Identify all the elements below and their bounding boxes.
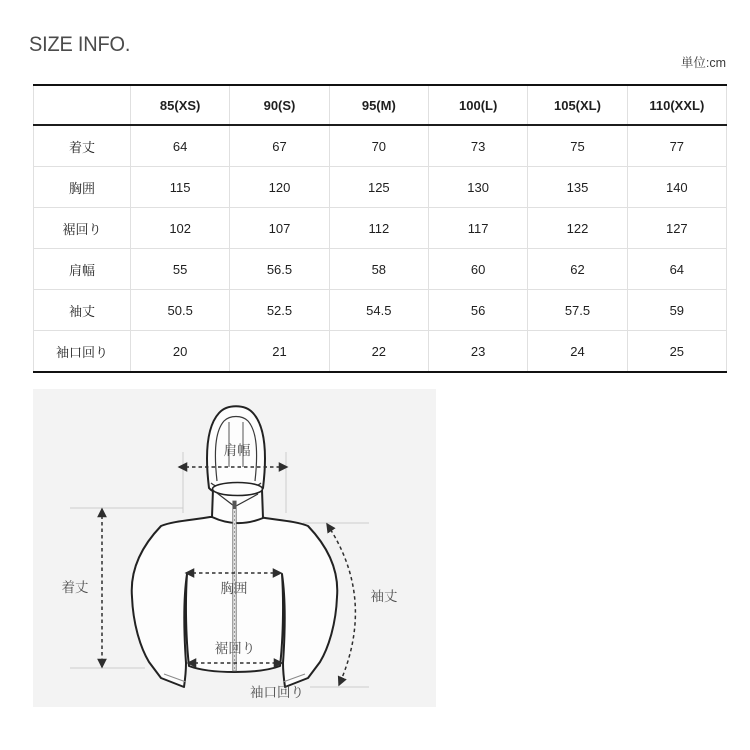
- size-table: [33, 84, 727, 373]
- measurement-cell: 52.5: [230, 290, 329, 331]
- row-label: 袖口回り: [34, 331, 131, 373]
- unit-label: 単位:cm: [680, 56, 726, 70]
- measurement-cell: 135: [528, 167, 627, 208]
- measurement-cell: 58: [329, 249, 428, 290]
- measurement-cell: 56.5: [230, 249, 329, 290]
- row-label: 肩幅: [34, 249, 131, 290]
- measurement-cell: 130: [428, 167, 527, 208]
- measurement-cell: 125: [329, 167, 428, 208]
- measurement-cell: 77: [627, 125, 726, 167]
- size-column-header: 105(XL): [528, 85, 627, 125]
- table-corner-cell: [34, 85, 131, 125]
- measurement-cell: 23: [428, 331, 527, 373]
- measurement-cell: 56: [428, 290, 527, 331]
- measurement-cell: 75: [528, 125, 627, 167]
- table-row-hem: [34, 208, 727, 249]
- size-table-header-row: [34, 85, 727, 125]
- measurement-cell: 55: [131, 249, 230, 290]
- cuff-label: 袖口回り: [250, 685, 304, 700]
- chest-label: 胸囲: [220, 581, 248, 596]
- measurement-cell: 54.5: [329, 290, 428, 331]
- measurement-cell: 20: [131, 331, 230, 373]
- jacket-measurement-diagram: [33, 389, 436, 707]
- table-row-shoulder: [34, 249, 727, 290]
- table-row-body-length: [34, 125, 727, 167]
- size-column-header: 95(M): [329, 85, 428, 125]
- measurement-cell: 102: [131, 208, 230, 249]
- measurement-diagram-panel: [33, 389, 436, 707]
- size-column-header: 110(XXL): [627, 85, 726, 125]
- measurement-cell: 50.5: [131, 290, 230, 331]
- measurement-cell: 112: [329, 208, 428, 249]
- size-column-header: 100(L): [428, 85, 527, 125]
- measurement-cell: 117: [428, 208, 527, 249]
- measurement-cell: 122: [528, 208, 627, 249]
- shoulder-width-label: 肩幅: [223, 443, 251, 458]
- measurement-cell: 21: [230, 331, 329, 373]
- measurement-cell: 60: [428, 249, 527, 290]
- row-label: 着丈: [34, 125, 131, 167]
- measurement-cell: 22: [329, 331, 428, 373]
- table-row-sleeve: [34, 290, 727, 331]
- measurement-cell: 59: [627, 290, 726, 331]
- row-label: 胸囲: [34, 167, 131, 208]
- measurement-cell: 120: [230, 167, 329, 208]
- measurement-cell: 57.5: [528, 290, 627, 331]
- measurement-cell: 107: [230, 208, 329, 249]
- measurement-cell: 67: [230, 125, 329, 167]
- measurement-cell: 140: [627, 167, 726, 208]
- row-label: 袖丈: [34, 290, 131, 331]
- size-column-header: 90(S): [230, 85, 329, 125]
- hem-label: 裾回り: [214, 641, 256, 656]
- row-label: 裾回り: [34, 208, 131, 249]
- table-row-chest: [34, 167, 727, 208]
- body-length-label: 着丈: [61, 580, 89, 595]
- jacket-collar: [212, 483, 263, 524]
- measurement-cell: 115: [131, 167, 230, 208]
- measurement-cell: 73: [428, 125, 527, 167]
- page-title: SIZE INFO.: [29, 33, 131, 56]
- measurement-cell: 24: [528, 331, 627, 373]
- size-column-header: 85(XS): [131, 85, 230, 125]
- measurement-cell: 64: [131, 125, 230, 167]
- sleeve-length-label: 袖丈: [370, 589, 398, 604]
- table-row-cuff: [34, 331, 727, 373]
- measurement-cell: 127: [627, 208, 726, 249]
- measurement-cell: 70: [329, 125, 428, 167]
- measurement-cell: 64: [627, 249, 726, 290]
- measurement-cell: 25: [627, 331, 726, 373]
- measurement-cell: 62: [528, 249, 627, 290]
